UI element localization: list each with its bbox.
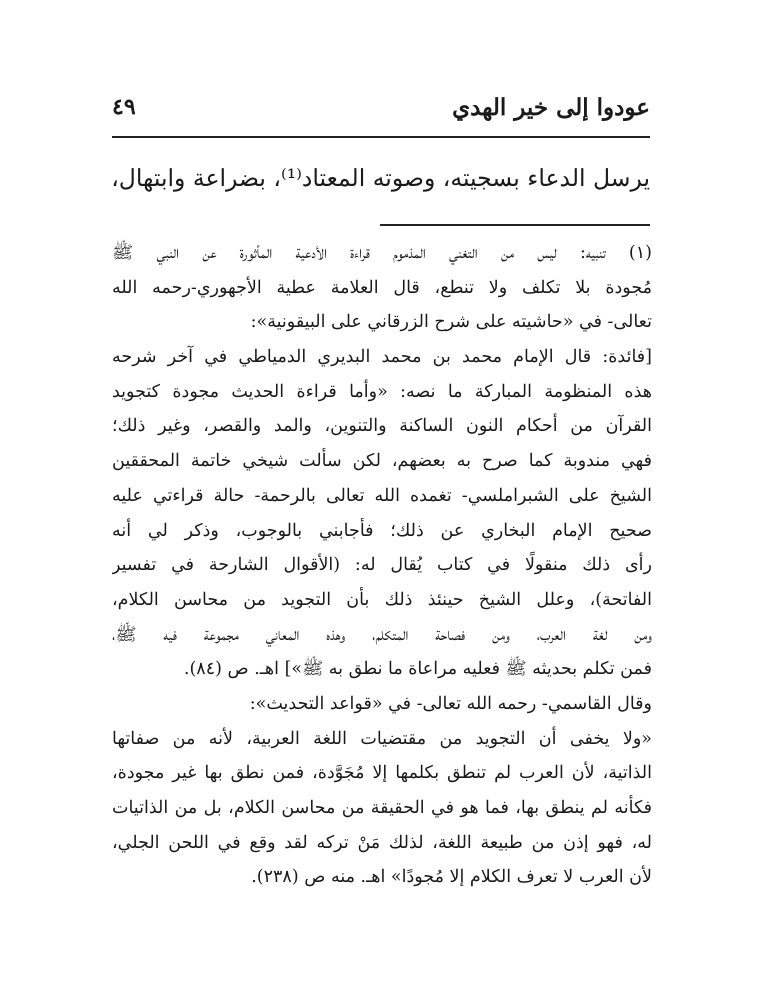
footnote-line: لأن العرب لا تعرف الكلام إلا مُجودًا» اهـ. منه ص (٢٣٨). (251, 867, 652, 888)
header-divider (112, 136, 650, 138)
footnote-line: (١) تنبيه: ليس من التغني المذموم قراءة الأدعية المأثورة عن النبي ﷺ (112, 243, 652, 263)
main-body-text: يرسل الدعاء بسجيته، وصوته المعتاد⁽¹⁾، بضراعة وابتهال، (111, 164, 650, 192)
page-header (112, 92, 650, 132)
footnote-line: صحيح الإمام البخاري عن ذلك؛ فأجابني بالوجوب، وذكر لي أنه (112, 520, 652, 541)
footnote-line: فهي مندوبة كما صرح به بعضهم، لكن سألت شيخي خاتمة المحققين (112, 451, 652, 472)
footnote-line: رأى ذلك منقولًا في كتاب يُقال له: (الأقوال الشارحة في تفسير (112, 555, 652, 576)
footnote-line: هذه المنظومة المباركة ما نصه: «وأما قراءة الحديث مجودة كتجويد (112, 381, 652, 402)
footnote-line: وقال القاسمي- رحمه الله تعالى- في «قواعد التحديث»: (249, 693, 652, 714)
footnote-line: ومن لغة العرب، ومن فصاحة المتكلم، وهذه المعاني مجموعة فيه ﷺ، (112, 624, 652, 645)
footnote-divider (380, 224, 650, 226)
footnote-line: فكأنه لم ينطق بها، فما هو في الحقيقة من محاسن الكلام، بل من الذاتيات (112, 798, 652, 818)
footnote-line: له، فهو إذن من طبيعة اللغة، لذلك مَنْ تركه لقد وقع في اللحن الجلي، (112, 832, 652, 853)
footnote-line: [فائدة: قال الإمام محمد بن محمد البديري الدمياطي في آخر شرحه (112, 347, 652, 368)
running-title: عودوا إلى خير الهدي (452, 94, 650, 121)
page-number: ٤٩ (112, 94, 136, 120)
footnote-line: الشيخ على الشبراملسي- تغمده الله تعالى بالرحمة- حالة قراءتي عليه (112, 485, 652, 506)
footnote-line: الذاتية، لأن العرب لم تنطق بكلمها إلا مُجَوَّدة، فمن نطق بها غير مجودة، (112, 763, 652, 784)
footnote-line: الفاتحة)، وعلل الشيخ حينئذ ذلك بأن التجويد من محاسن الكلام، (112, 589, 652, 610)
footnote-line: القرآن من أحكام النون الساكنة والتنوين، والمد والقصر، وغير ذلك؛ (112, 416, 652, 437)
footnote-line: تعالى- في «حاشيته على شرح الزرقاني على البيقونية»: (250, 312, 652, 333)
footnote-block (112, 236, 652, 895)
footnote-line: «ولا يخفى أن التجويد من مقتضيات اللغة العربية، لأنه من صفاتها (112, 728, 652, 749)
footnote-line: مُجودة بلا تكلف ولا تنطع، قال العلامة عطية الأجهوري-رحمه الله (112, 277, 652, 298)
footnote-line: فمن تكلم بحديثه ﷺ فعليه مراعاة ما نطق به ﷺ»] اهـ. ص (٨٤). (183, 659, 652, 680)
